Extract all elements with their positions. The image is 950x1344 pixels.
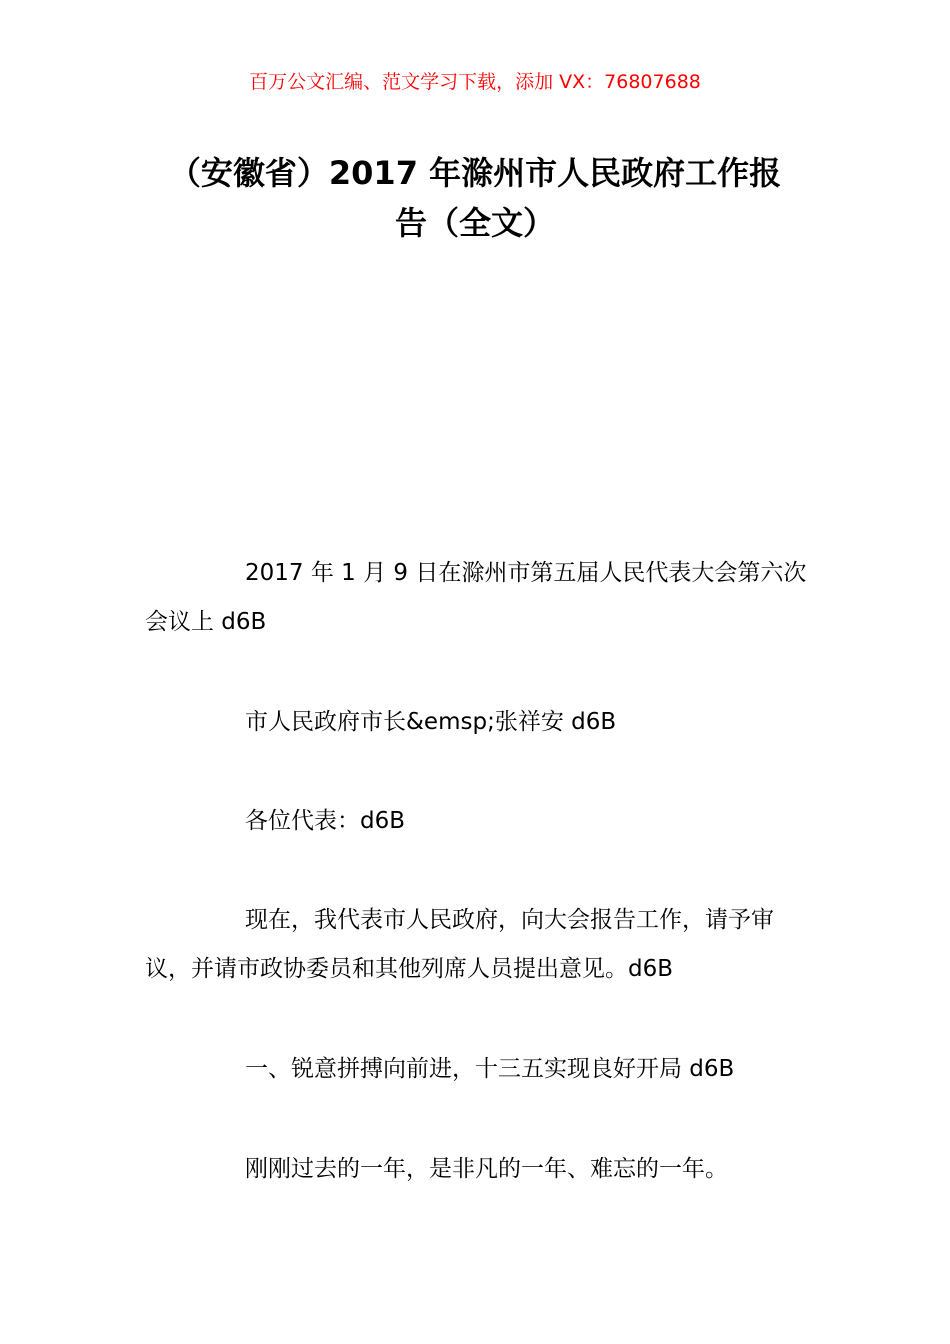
- header-note: 百万公文汇编、范文学习下载，添加 VX：76807688: [249, 71, 701, 93]
- section-heading-1: 一、锐意拼搏向前进，十三五实现良好开局 d6B: [245, 1056, 735, 1082]
- paragraph-body-start: 刚刚过去的一年，是非凡的一年、难忘的一年。: [245, 1156, 728, 1182]
- paragraph-meeting-info: 2017 年 1 月 9 日在滁州市第五届人民代表大会第六次会议上 d6B: [145, 560, 807, 635]
- document-title: [140, 148, 810, 248]
- document-title-line-1: （安徽省）2017 年滁州市人民政府工作报: [168, 154, 782, 192]
- document-title-line-2: 告（全文）: [394, 204, 555, 242]
- paragraph-salutation: 各位代表：d6B: [245, 808, 406, 834]
- paragraph-speaker: 市人民政府市长&emsp;张祥安 d6B: [245, 709, 617, 735]
- paragraph-introduction: 现在，我代表市人民政府，向大会报告工作，请予审议，并请市政协委员和其他列席人员提出意见。d6B: [145, 907, 774, 982]
